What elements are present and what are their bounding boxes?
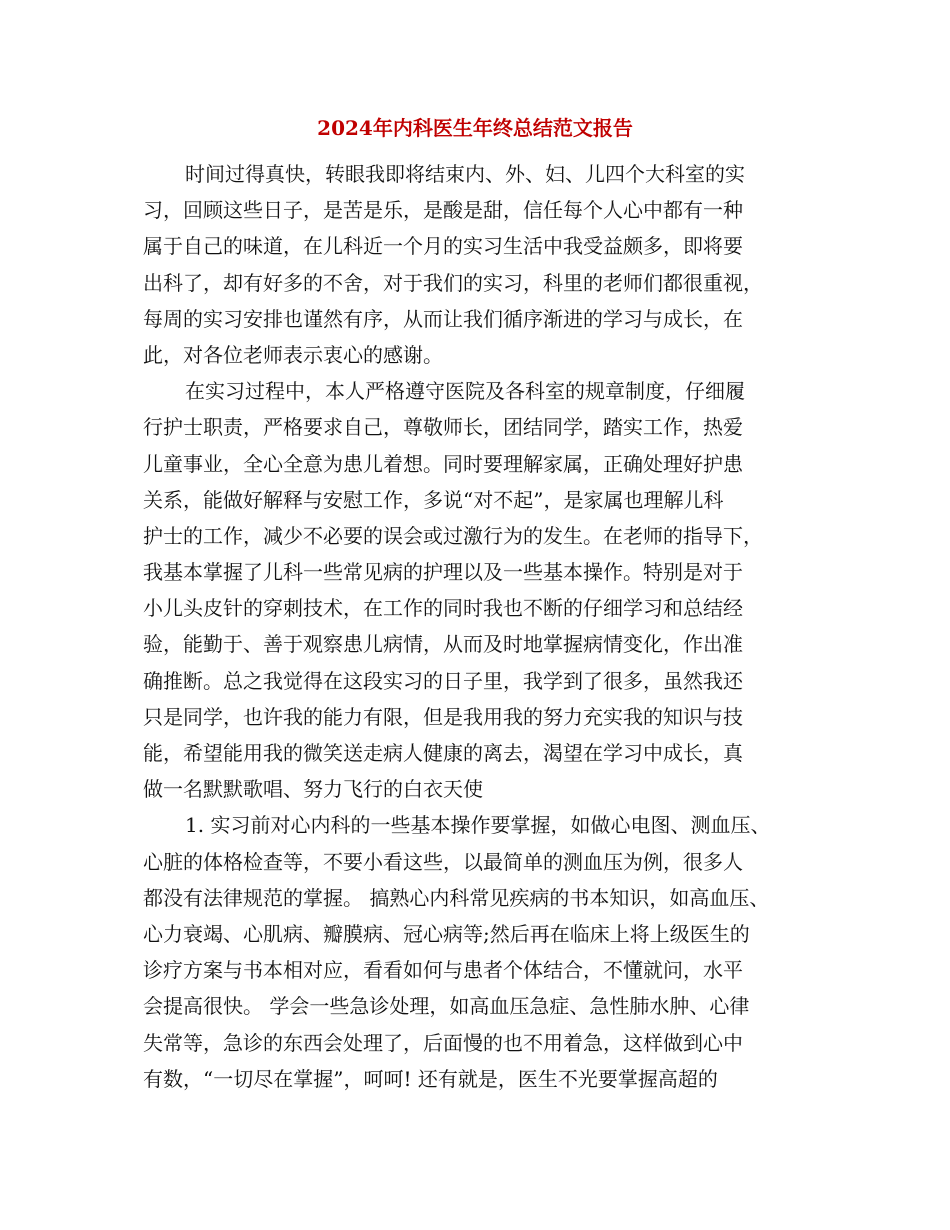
paragraph-2-line: 在实习过程中，本人严格遵守医院及各科室的规章制度，仔细履 (185, 379, 745, 404)
paragraph-2-line: 行护士职责，严格要求自己，尊敬师长，团结同学，踏实工作，热爱 (143, 415, 743, 440)
paragraph-1-line: 属于自己的味道，在儿科近一个月的实习生活中我受益颇多，即将要 (143, 234, 743, 259)
paragraph-2-line: 小儿头皮针的穿刺技术，在工作的同时我也不断的仔细学习和总结经 (143, 596, 743, 621)
paragraph-3-line: 心脏的体格检查等，不要小看这些，以最简单的测血压为例，很多人 (143, 849, 743, 874)
paragraph-1-line: 时间过得真快，转眼我即将结束内、外、妇、儿四个大科室的实 (185, 162, 745, 186)
paragraph-3-line: 1. 实习前对心内科的一些基本操作要掌握，如做心电图、测血压、 (185, 813, 771, 838)
paragraph-3-line: 会提高很快。 学会一些急诊处理，如高血压急症、急性肺水肿、心律 (143, 994, 750, 1019)
paragraph-2-line: 验，能勤于、善于观察患儿病情，从而及时地掌握病情变化，作出准 (143, 632, 743, 657)
paragraph-1-line: 此，对各位老师表示衷心的感谢。 (143, 342, 443, 367)
paragraph-1-line: 习，回顾这些日子，是苦是乐，是酸是甜，信任每个人心中都有一种 (143, 198, 743, 223)
paragraph-3-line: 都没有法律规范的掌握。 搞熟心内科常见疾病的书本知识，如高血压、 (143, 885, 770, 910)
paragraph-3-line: 心力衰竭、心肌病、瓣膜病、冠心病等;然后再在临床上将上级医生的 (143, 921, 750, 946)
paragraph-2-line: 能，希望能用我的微笑送走病人健康的离去，渴望在学习中成长，真 (143, 741, 743, 765)
paragraph-2-line: 做一名默默歌唱、努力飞行的白衣天使 (143, 777, 483, 802)
paragraph-2-line: 只是同学，也许我的能力有限，但是我用我的努力充实我的知识与技 (143, 704, 743, 729)
paragraph-3-line: 有数，“一切尽在掌握”，呵呵! 还有就是，医生不光要掌握高超的 (143, 1066, 718, 1091)
paragraph-3-line: 诊疗方案与书本相对应，看看如何与患者个体结合，不懂就问，水平 (143, 958, 743, 983)
paragraph-1-line: 出科了，却有好多的不舍，对于我们的实习，科里的老师们都很重视， (143, 270, 763, 295)
paragraph-2-line: 关系，能做好解释与安慰工作，多说“对不起”，是家属也理解儿科 (143, 487, 724, 512)
paragraph-2-line: 儿童事业，全心全意为患儿着想。同时要理解家属，正确处理好护患 (143, 451, 743, 476)
paragraph-2-line: 我基本掌握了儿科一些常见病的护理以及一些基本操作。特别是对于 (143, 560, 743, 585)
document-body (143, 160, 823, 1101)
paragraph-2-line: 护士的工作，减少不必要的误会或过激行为的发生。在老师的指导下， (143, 523, 763, 548)
paragraph-2-line: 确推断。总之我觉得在这段实习的日子里，我学到了很多，虽然我还 (143, 668, 743, 693)
paragraph-1-line: 每周的实习安排也谨然有序，从而让我们循序渐进的学习与成长，在 (143, 306, 743, 331)
document-title: 2024年内科医生年终总结范文报告 (317, 116, 633, 140)
paragraph-3-line: 失常等，急诊的东西会处理了，后面慢的也不用着急，这样做到心中 (143, 1030, 743, 1055)
